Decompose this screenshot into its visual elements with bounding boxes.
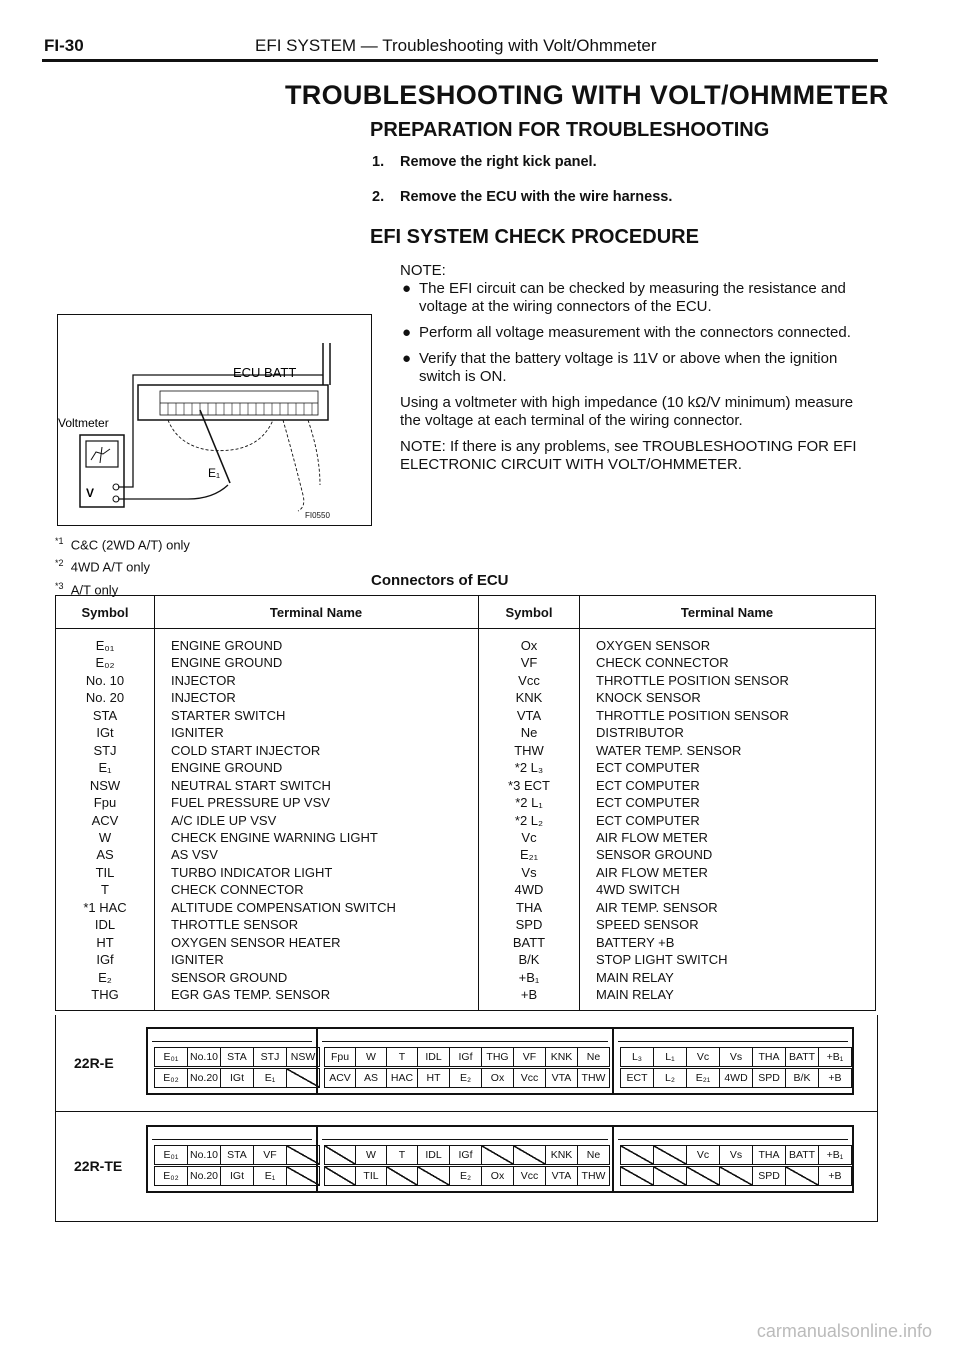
connector-pin: E₀₁ <box>154 1145 188 1165</box>
connector-pin-unused <box>417 1166 450 1186</box>
connector-pin: +B₁ <box>818 1047 852 1067</box>
connector-22r-te <box>55 1111 878 1222</box>
connector-block <box>316 1125 614 1193</box>
symbol-cell: E₂ <box>98 969 112 985</box>
connector-pin-unused <box>386 1166 418 1186</box>
connector-block <box>316 1027 614 1095</box>
terminal-name-cell: WATER TEMP. SENSOR <box>596 742 742 758</box>
connector-pin-row <box>154 1166 319 1186</box>
voltmeter-diagram <box>57 314 372 526</box>
symbol-cell: IDL <box>94 917 116 933</box>
terminal-name-cell: AIR TEMP. SENSOR <box>596 899 718 915</box>
page-number: FI-30 <box>44 36 84 55</box>
terminal-name-cell: MAIN RELAY <box>596 969 674 985</box>
prep-step-2 <box>372 189 672 205</box>
connector-pin: BATT <box>785 1047 819 1067</box>
connector-pin-unused <box>620 1145 654 1165</box>
connector-pin: Vc <box>686 1145 720 1165</box>
connector-pin: E₂ <box>449 1068 482 1088</box>
voltmeter-label: Voltmeter <box>58 416 109 430</box>
terminal-name-cell: BATTERY +B <box>596 934 675 950</box>
terminal-name-cell: SPEED SENSOR <box>596 917 699 933</box>
step-text: Remove the ECU with the wire harness. <box>400 189 673 205</box>
header-rule <box>42 59 878 62</box>
connector-pin: VTA <box>545 1068 578 1088</box>
connector-pin: L₂ <box>653 1068 687 1088</box>
connector-pin: VTA <box>545 1166 578 1186</box>
terminal-name-cell: IGNITER <box>171 952 224 968</box>
terminal-name-cell: EGR GAS TEMP. SENSOR <box>171 987 331 1003</box>
connector-pin: Fpu <box>324 1047 356 1067</box>
connector-pin-unused <box>785 1166 819 1186</box>
connector-pin: ECT <box>620 1068 654 1088</box>
symbol-cell: *3 ECT <box>508 777 550 793</box>
connector-pin: SPD <box>752 1068 786 1088</box>
symbol-cell: HT <box>96 934 114 950</box>
connector-pin: Ne <box>577 1145 610 1165</box>
symbol-cell: KNK <box>515 690 543 706</box>
left-symbols <box>56 629 155 1011</box>
watermark: carmanualsonline.info <box>756 1321 932 1341</box>
connector-pin: THG <box>481 1047 514 1067</box>
terminal-name-cell: SENSOR GROUND <box>171 969 288 985</box>
terminal-name-cell: OXYGEN SENSOR HEATER <box>171 934 341 950</box>
connector-pin: IGf <box>449 1047 482 1067</box>
symbol-cell: STA <box>92 707 118 723</box>
symbol-cell: *2 L₂ <box>514 812 544 828</box>
symbol-cell: THA <box>516 899 542 915</box>
connector-pin: +B <box>818 1166 852 1186</box>
connector-pin: E₀₁ <box>154 1047 188 1067</box>
symbol-cell: ACV <box>91 812 119 828</box>
terminal-name-cell: ECT COMPUTER <box>596 795 700 811</box>
footnote: $^{*2}$ 4WD A/T only <box>55 558 150 575</box>
terminal-name-cell: A/C IDLE UP VSV <box>171 812 277 828</box>
col-header: Symbol <box>479 596 580 629</box>
connector-pin-row <box>324 1166 609 1186</box>
connector-pin: Ox <box>481 1166 514 1186</box>
symbol-cell: *2 L₃ <box>514 760 544 776</box>
connector-model-label: 22R-TE <box>74 1158 123 1174</box>
connector-pin: 4WD <box>719 1068 753 1088</box>
connector-block <box>146 1125 318 1193</box>
check-procedure-notes <box>400 262 876 482</box>
connector-pin: Ne <box>577 1047 610 1067</box>
symbol-cell: TIL <box>95 864 115 880</box>
connector-pin: STA <box>220 1047 254 1067</box>
connector-block <box>612 1125 854 1193</box>
connector-pin-row <box>154 1145 319 1165</box>
connector-22r-e <box>55 1015 878 1112</box>
connector-pin: STJ <box>253 1047 287 1067</box>
connector-pin: Vcc <box>513 1068 546 1088</box>
measurement-paragraph: Using a voltmeter with high impedance (10 kΩ/V minimum) measure the voltage at each terminal of the wiring connector. <box>400 394 854 429</box>
symbol-cell: VF <box>520 655 538 671</box>
connector-pin: NSW <box>286 1047 320 1067</box>
connector-pin-row <box>154 1047 319 1067</box>
bullet-icon: ● <box>402 280 412 297</box>
connector-pin: Vs <box>719 1145 753 1165</box>
connector-pin: E₁ <box>253 1068 287 1088</box>
terminal-name-cell: INJECTOR <box>171 672 236 688</box>
col-header: Terminal Name <box>580 596 876 629</box>
page-title: TROUBLESHOOTING WITH VOLT/OHMMETER <box>285 80 889 110</box>
connector-pin: THA <box>752 1145 786 1165</box>
connector-pin: THA <box>752 1047 786 1067</box>
symbol-cell: E₂₁ <box>519 847 539 863</box>
connector-pin: E₀₂ <box>154 1166 188 1186</box>
voltmeter-diagram-drawing <box>58 315 371 525</box>
connector-pin: AS <box>355 1068 387 1088</box>
terminal-name-cell: OXYGEN SENSOR <box>596 638 711 653</box>
connector-pin: BATT <box>785 1145 819 1165</box>
connector-pin: W <box>355 1145 387 1165</box>
connector-pin: B/K <box>785 1068 819 1088</box>
connector-pin-row <box>620 1145 851 1165</box>
connector-pin: IDL <box>417 1047 450 1067</box>
connector-pin: E₁ <box>253 1166 287 1186</box>
footnotes <box>55 532 190 599</box>
terminal-name-cell: CHECK CONNECTOR <box>596 655 729 671</box>
connector-pin: KNK <box>545 1145 578 1165</box>
symbol-cell: THG <box>91 987 119 1003</box>
connector-pin-row <box>620 1047 851 1067</box>
connector-pin-row <box>324 1047 609 1067</box>
check-procedure-heading: EFI SYSTEM CHECK PROCEDURE <box>370 226 699 248</box>
bullet-icon: ● <box>402 324 412 341</box>
connector-pin: KNK <box>545 1047 578 1067</box>
connector-pin: E₂₁ <box>686 1068 720 1088</box>
symbol-cell: +B₁ <box>518 969 540 985</box>
terminal-name-cell: AIR FLOW METER <box>596 864 708 880</box>
step-text: Remove the right kick panel. <box>400 154 597 170</box>
terminal-name-cell: FUEL PRESSURE UP VSV <box>171 795 330 811</box>
terminal-name-cell: STOP LIGHT SWITCH <box>596 952 728 968</box>
connector-pin: IDL <box>417 1145 450 1165</box>
note-bullet: ● Perform all voltage measurement with the connectors connected. <box>402 324 851 341</box>
connector-pin-unused <box>286 1145 320 1165</box>
terminal-name-cell: COLD START INJECTOR <box>171 742 321 758</box>
terminal-name-cell: CHECK CONNECTOR <box>171 882 304 898</box>
terminal-name-cell: ENGINE GROUND <box>171 638 283 653</box>
connector-latch <box>152 1033 312 1042</box>
symbol-cell: BATT <box>512 934 546 950</box>
connector-pin: VF <box>253 1145 287 1165</box>
terminal-name-cell: AS VSV <box>171 847 218 863</box>
connector-pin: IGt <box>220 1166 254 1186</box>
left-terminal-names <box>155 629 479 1011</box>
connector-pin: Ox <box>481 1068 514 1088</box>
symbol-cell: *2 L₁ <box>515 795 543 811</box>
prep-step-1 <box>372 154 597 170</box>
note-bullet: ● The EFI circuit can be checked by measuring the resistance and voltage at the wiring connectors of the ECU. <box>402 280 846 315</box>
terminal-name-cell: 4WD SWITCH <box>596 882 680 898</box>
connector-pin: L₁ <box>653 1047 687 1067</box>
connector-pin: No.10 <box>187 1145 221 1165</box>
connector-latch <box>322 1131 608 1140</box>
terminal-name-cell: KNOCK SENSOR <box>596 690 701 706</box>
symbol-cell: IGt <box>96 725 114 741</box>
connector-pin-unused <box>686 1166 720 1186</box>
connector-pin: +B <box>818 1068 852 1088</box>
terminal-name-cell: ENGINE GROUND <box>171 760 283 776</box>
connector-pin-unused <box>324 1145 356 1165</box>
connector-pin-row <box>324 1145 609 1165</box>
symbol-cell: No. 10 <box>85 672 125 688</box>
terminal-name-cell: ECT COMPUTER <box>596 777 700 793</box>
symbol-cell: B/K <box>518 952 540 968</box>
connector-pin: E₀₂ <box>154 1068 188 1088</box>
connector-pin: VF <box>513 1047 546 1067</box>
note-2: NOTE: If there is any problems, see TROUBLESHOOTING FOR EFI ELECTRONIC CIRCUIT WITH VOLT/OHMMETER. <box>400 438 857 473</box>
symbol-cell: STJ <box>93 742 117 758</box>
symbol-cell: E₀₁ <box>95 638 115 653</box>
symbol-cell: THW <box>514 742 544 758</box>
e1-label: E₁ <box>208 466 221 480</box>
symbol-cell: No. 20 <box>85 690 125 706</box>
connector-block <box>146 1027 318 1095</box>
terminal-name-cell: THROTTLE SENSOR <box>171 917 299 933</box>
connector-pin-row <box>154 1068 319 1088</box>
connector-pin: SPD <box>752 1166 786 1186</box>
terminal-name-cell: IGNITER <box>171 725 224 741</box>
terminal-name-cell: TURBO INDICATOR LIGHT <box>171 864 333 880</box>
terminal-name-cell: MAIN RELAY <box>596 987 674 1003</box>
v-label: V <box>86 486 95 500</box>
terminal-name-cell: INJECTOR <box>171 690 236 706</box>
connector-block <box>612 1027 854 1095</box>
connector-model-label: 22R-E <box>74 1055 114 1071</box>
right-terminal-names <box>580 629 876 1011</box>
connector-latch <box>618 1033 848 1042</box>
symbol-cell: Fpu <box>93 795 117 811</box>
connector-pin-unused <box>481 1145 514 1165</box>
connector-pin: HT <box>417 1068 450 1088</box>
connector-pin-row <box>324 1068 609 1088</box>
connector-latch <box>322 1033 608 1042</box>
terminal-name-cell: THROTTLE POSITION SENSOR <box>596 707 789 723</box>
footnote: $^{*1}$ C&C (2WD A/T) only <box>55 536 190 553</box>
terminal-name-cell: ENGINE GROUND <box>171 655 283 671</box>
connector-pin: No.10 <box>187 1047 221 1067</box>
terminal-name-cell: ALTITUDE COMPENSATION SWITCH <box>171 899 396 915</box>
terminal-name-cell: THROTTLE POSITION SENSOR <box>596 672 789 688</box>
connector-pin: E₂ <box>449 1166 482 1186</box>
symbol-cell: W <box>98 829 112 845</box>
connector-pin-unused <box>324 1166 356 1186</box>
symbol-cell: AS <box>96 847 114 863</box>
symbol-cell: SPD <box>515 917 543 933</box>
symbol-cell: Ox <box>520 638 538 653</box>
terminal-name-cell: AIR FLOW METER <box>596 829 708 845</box>
terminal-name-cell: NEUTRAL START SWITCH <box>171 777 331 793</box>
ecu-batt-label: ECU BATT <box>233 365 297 380</box>
symbol-cell: +B <box>520 987 538 1003</box>
connector-pin: Vs <box>719 1047 753 1067</box>
section-title: EFI SYSTEM — Troubleshooting with Volt/Ohmmeter <box>255 36 657 55</box>
connector-pin: HAC <box>386 1068 418 1088</box>
note-bullet: ● Verify that the battery voltage is 11V or above when the ignition switch is ON. <box>402 350 838 385</box>
symbol-cell: Vcc <box>518 672 540 688</box>
terminal-name-cell: ECT COMPUTER <box>596 760 700 776</box>
col-header: Terminal Name <box>155 596 479 629</box>
connector-latch <box>618 1131 848 1140</box>
connector-pin-row <box>620 1166 851 1186</box>
connector-pin-unused <box>513 1145 546 1165</box>
connector-pin: IGt <box>220 1068 254 1088</box>
symbol-cell: Ne <box>520 725 538 741</box>
symbol-cell: 4WD <box>514 882 544 898</box>
connector-pin: Vc <box>686 1047 720 1067</box>
symbol-cell: *1 HAC <box>83 899 127 915</box>
symbol-cell: VTA <box>516 707 542 723</box>
connector-pin: IGf <box>449 1145 482 1165</box>
connector-pin-unused <box>286 1068 320 1088</box>
right-symbols <box>479 629 580 1011</box>
terminal-table <box>55 595 876 1011</box>
symbol-cell: IGf <box>96 952 114 968</box>
symbol-cell: T <box>101 882 109 898</box>
terminal-name-cell: ECT COMPUTER <box>596 812 700 828</box>
connector-pin-unused <box>719 1166 753 1186</box>
figure-code: FI0550 <box>305 511 330 520</box>
symbol-cell: E₀₂ <box>95 655 115 671</box>
connector-latch <box>152 1131 312 1140</box>
connector-pin: THW <box>577 1068 610 1088</box>
terminal-name-cell: CHECK ENGINE WARNING LIGHT <box>171 829 378 845</box>
connector-pin: No.20 <box>187 1068 221 1088</box>
terminal-name-cell: DISTRIBUTOR <box>596 725 684 741</box>
connector-pin-unused <box>286 1166 320 1186</box>
connector-pin: W <box>355 1047 387 1067</box>
terminal-name-cell: STARTER SWITCH <box>171 707 286 723</box>
step-number: 2. <box>372 189 385 205</box>
connector-pin: L₃ <box>620 1047 654 1067</box>
connector-pin: T <box>386 1145 418 1165</box>
connector-pin: Vcc <box>513 1166 546 1186</box>
connector-pin: THW <box>577 1166 610 1186</box>
note-label: NOTE: <box>400 262 446 279</box>
terminal-name-cell: SENSOR GROUND <box>596 847 713 863</box>
connector-pin-row <box>620 1068 851 1088</box>
connector-pin: +B₁ <box>818 1145 852 1165</box>
footnote: $^{*3}$ A/T only <box>55 580 119 597</box>
symbol-cell: Vc <box>521 829 537 845</box>
connector-pin: TIL <box>355 1166 387 1186</box>
symbol-cell: E₁ <box>98 760 112 776</box>
preparation-heading: PREPARATION FOR TROUBLESHOOTING <box>370 119 770 141</box>
connector-pin-unused <box>653 1166 687 1186</box>
step-number: 1. <box>372 154 385 170</box>
connector-pin-unused <box>620 1166 654 1186</box>
connector-pin-unused <box>653 1145 687 1165</box>
symbol-cell: Vs <box>521 864 537 880</box>
bullet-icon: ● <box>402 350 412 367</box>
connectors-title: Connectors of ECU <box>371 572 509 589</box>
col-header: Symbol <box>56 596 155 629</box>
connector-pin: T <box>386 1047 418 1067</box>
connector-pin: ACV <box>324 1068 356 1088</box>
connector-pin: No.20 <box>187 1166 221 1186</box>
connector-pin: STA <box>220 1145 254 1165</box>
symbol-cell: NSW <box>89 777 121 793</box>
